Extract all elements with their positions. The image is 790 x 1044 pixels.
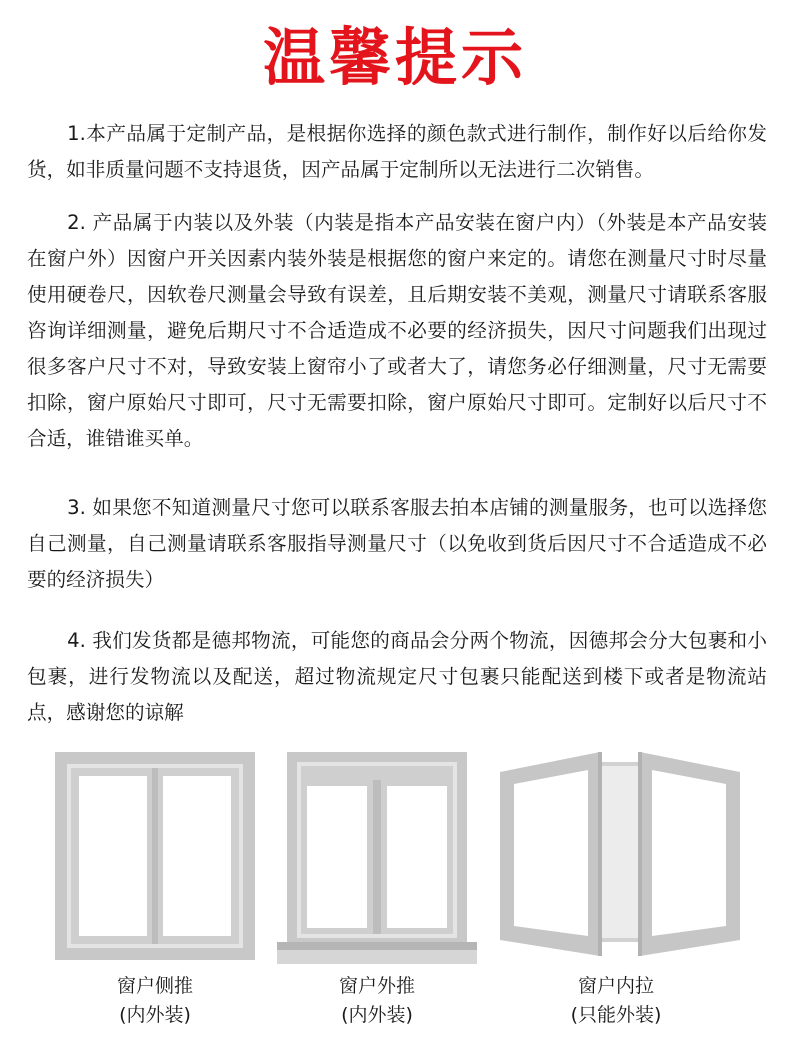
pull-in-window-illustration [500, 748, 740, 958]
sliding-window-illustration [55, 752, 255, 960]
page-title: 温馨提示 [262, 21, 527, 94]
window-caption-1 [45, 972, 265, 1030]
notice-paragraph-1: 1.本产品属于定制产品，是根据你选择的颜色款式进行制作，制作好以后给你发货，如非质量问题不支持退货，因产品属于定制所以无法进行二次销售。 [27, 122, 767, 181]
notice-paragraph-3: 3. 如果您不知道测量尺寸您可以联系客服去拍本店铺的测量服务，也可以选择您自己测量，自己测量请联系客服指导测量尺寸（以免收到货后因尺寸不合适造成不必要的经济损失） [27, 496, 767, 591]
window-type-label: 窗户外推 [338, 975, 415, 997]
window-type-label: 窗户内拉 [577, 975, 654, 997]
install-type-label: (只能外装) [570, 1004, 662, 1026]
window-caption-3 [506, 972, 726, 1030]
window-caption-2 [267, 972, 487, 1030]
install-type-label: (内外装) [119, 1004, 191, 1026]
push-out-window-illustration [277, 752, 477, 964]
install-type-label: (内外装) [341, 1004, 413, 1026]
notice-paragraph-2: 2. 产品属于内装以及外装（内装是指本产品安装在窗户内）（外装是本产品安装在窗户外）因窗户开关因素内装外装是根据您的窗户来定的。请您在测量尺寸时尽量使用硬卷尺，因软卷尺测量会导致有误差，且后期安装不美观，测量尺寸请联系客服咨询详细测量，避免后期尺寸不合适造成不必要的经济损失，因尺寸问题我们出现过很多客户尺寸不对，导致安装上窗帘小了或者大了，请您务必仔细测量，尺寸无需要扣除，窗户原始尺寸即可，尺寸无需要扣除，窗户原始尺寸即可。定制好以后尺寸不合适，谁错谁买单。 [27, 211, 767, 450]
window-type-label: 窗户侧推 [116, 975, 193, 997]
notice-paragraph-4: 4. 我们发货都是德邦物流，可能您的商品会分两个物流，因德邦会分大包裹和小包裹，进行发物流以及配送，超过物流规定尺寸包裹只能配送到楼下或者是物流站点，感谢您的谅解 [27, 629, 767, 724]
